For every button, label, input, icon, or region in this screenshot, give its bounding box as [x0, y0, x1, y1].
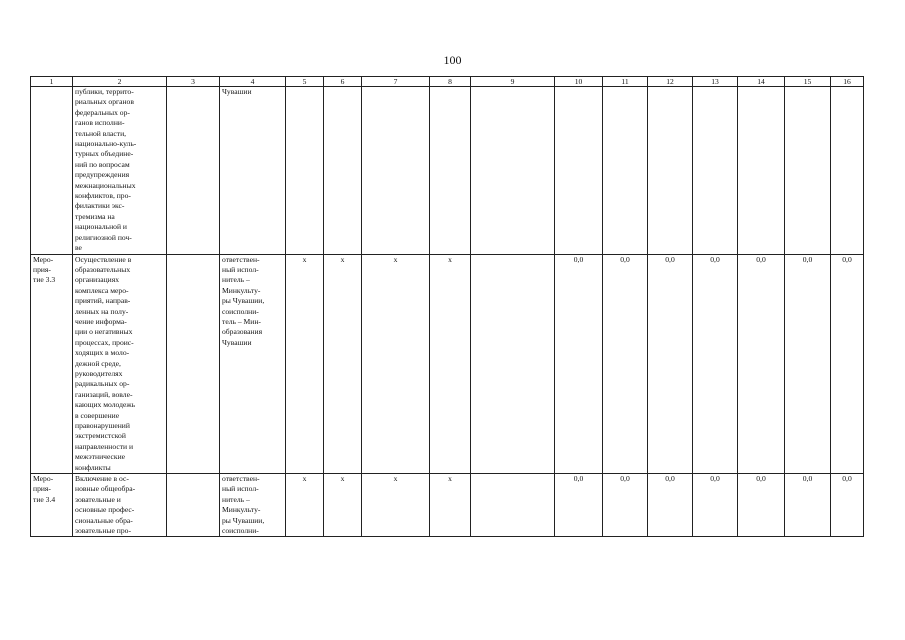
table-cell: x [430, 254, 471, 474]
column-header: 13 [693, 77, 738, 87]
table-cell: x [430, 474, 471, 537]
table-cell [648, 87, 693, 255]
table-cell: 0,0 [785, 254, 831, 474]
table-cell [167, 254, 220, 474]
table-cell [555, 87, 603, 255]
table-cell [831, 87, 864, 255]
column-header: 8 [430, 77, 471, 87]
table-row [31, 474, 864, 537]
column-header: 7 [362, 77, 430, 87]
column-header: 10 [555, 77, 603, 87]
column-header: 9 [471, 77, 555, 87]
table-cell [738, 87, 785, 255]
column-header: 16 [831, 77, 864, 87]
table-cell: x [286, 474, 324, 537]
table-cell [471, 474, 555, 537]
table-cell: 0,0 [693, 254, 738, 474]
column-header: 3 [167, 77, 220, 87]
table-cell: 0,0 [831, 254, 864, 474]
measure-description-cell: Включение в ос- новные общеобра- зовательные и основные профес- сиональные обра- зовательные про- [73, 474, 167, 537]
page-number: 100 [443, 53, 462, 67]
measure-id-cell [31, 87, 73, 255]
table-cell: 0,0 [831, 474, 864, 537]
table-cell [167, 87, 220, 255]
column-header: 11 [603, 77, 648, 87]
table-cell: 0,0 [555, 474, 603, 537]
table-header-row [31, 77, 864, 87]
table-cell: x [286, 254, 324, 474]
program-table [30, 76, 864, 537]
column-header: 5 [286, 77, 324, 87]
measure-id-cell: Меро- прия- тие 3.3 [31, 254, 73, 474]
table-cell [167, 474, 220, 537]
table-cell: 0,0 [738, 474, 785, 537]
column-header: 1 [31, 77, 73, 87]
table-cell [430, 87, 471, 255]
table-cell: 0,0 [603, 254, 648, 474]
table-cell: x [362, 474, 430, 537]
executor-cell: ответствен- ный испол- нитель – Минкульту- ры Чувашии, соисполни- [220, 474, 286, 537]
table-cell: 0,0 [738, 254, 785, 474]
measure-id-cell: Меро- прия- тие 3.4 [31, 474, 73, 537]
table-cell: x [324, 474, 362, 537]
measure-description-cell: публики, террито- риальных органов федеральных ор- ганов исполни- тельной власти, национально-куль- турных объедине- ний по вопросам предупреждения межнациональных конфликтов, про- филактики экс- тремизма на национальной и религиозной поч- ве [73, 87, 167, 255]
table-cell [471, 254, 555, 474]
table-cell [286, 87, 324, 255]
table-cell [471, 87, 555, 255]
column-header: 14 [738, 77, 785, 87]
table-cell: x [362, 254, 430, 474]
column-header: 4 [220, 77, 286, 87]
table-cell: 0,0 [693, 474, 738, 537]
table-cell: 0,0 [555, 254, 603, 474]
table-cell: 0,0 [603, 474, 648, 537]
executor-cell: Чувашии [220, 87, 286, 255]
column-header: 6 [324, 77, 362, 87]
table-cell: 0,0 [785, 474, 831, 537]
executor-cell: ответствен- ный испол- нитель – Минкульту- ры Чувашии, соисполни- тель – Мин- образования Чувашии [220, 254, 286, 474]
table-cell [603, 87, 648, 255]
measure-description-cell: Осуществление в образовательных организациях комплекса меро- приятий, направ- ленных на полу- чение информа- ции о негативных процессах, проис- ходящих в моло- дежной среде, руководителях радикальных ор- ганизаций, вовле- кающих молодежь в совершение правонарушений экстремистской направленности и межэтнические конфликты [73, 254, 167, 474]
table-cell [693, 87, 738, 255]
table-cell [785, 87, 831, 255]
column-header: 15 [785, 77, 831, 87]
table-row [31, 87, 864, 255]
table-cell: x [324, 254, 362, 474]
table-cell: 0,0 [648, 254, 693, 474]
column-header: 12 [648, 77, 693, 87]
column-header: 2 [73, 77, 167, 87]
table-cell [324, 87, 362, 255]
table-cell [362, 87, 430, 255]
table-row [31, 254, 864, 474]
table-cell: 0,0 [648, 474, 693, 537]
